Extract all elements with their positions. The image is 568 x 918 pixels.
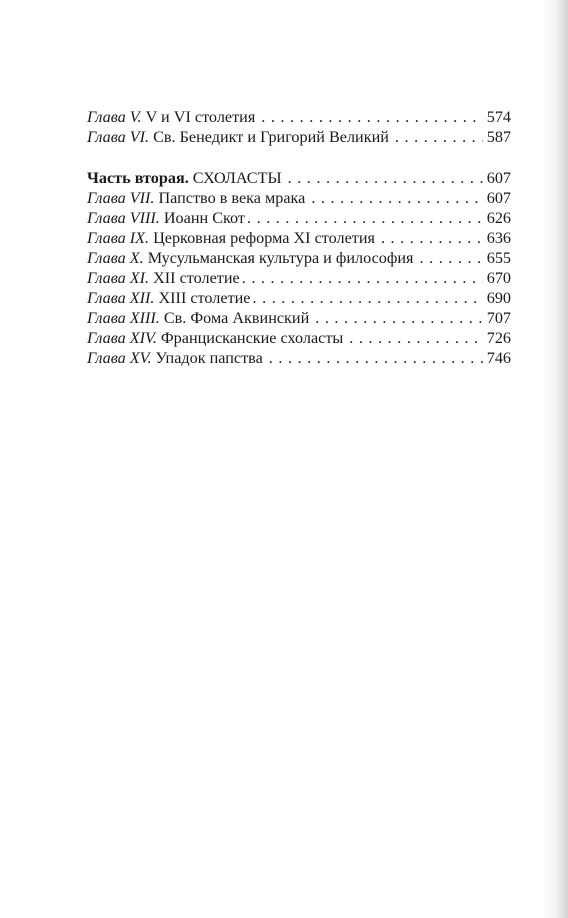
dot-leader: [395, 127, 483, 147]
chapter-title: XII столетие: [153, 269, 240, 287]
dot-leader: [311, 188, 482, 208]
chapter-number: Глава V.: [87, 108, 142, 126]
page-number: 607: [486, 169, 511, 187]
chapter-number: Глава VII.: [87, 189, 155, 207]
page-number: 670: [486, 269, 511, 287]
dot-leader: [349, 328, 482, 348]
page-number: 726: [486, 329, 511, 347]
chapter-title: Св. Фома Аквинский: [163, 309, 310, 327]
chapter-title: Церковная реформа XI столетия: [153, 229, 375, 247]
chapter-title: Мусульманская культура и философия: [147, 249, 414, 267]
toc-entry: [87, 248, 511, 268]
page-number: 746: [486, 349, 511, 367]
chapter-number: Глава XI.: [87, 269, 150, 287]
chapter-title: XIII столетие: [158, 289, 251, 307]
page-number: 690: [486, 289, 511, 307]
chapter-title: Папство в века мрака: [158, 189, 306, 207]
chapter-number: Глава IX.: [87, 229, 150, 247]
toc-entry: [87, 348, 511, 368]
toc-part-heading: [87, 168, 511, 188]
page-number: 655: [486, 249, 511, 267]
chapter-title: Св. Бенедикт и Григорий Великий: [153, 128, 389, 146]
dot-leader: [253, 288, 483, 308]
toc-entry: [87, 328, 511, 348]
toc-entry: [87, 188, 511, 208]
dot-leader: [261, 107, 482, 127]
chapter-number: Глава XII.: [87, 289, 155, 307]
page-number: 636: [486, 229, 511, 247]
chapter-title: Упадок папства: [155, 349, 263, 367]
dot-leader: [315, 308, 482, 328]
chapter-number: Глава XIV.: [87, 329, 157, 347]
dot-leader: [288, 168, 483, 188]
chapter-number: Глава XV.: [87, 349, 152, 367]
toc-entry: [87, 107, 511, 127]
page-number: 587: [486, 128, 511, 146]
chapter-number: Глава X.: [87, 249, 144, 267]
dot-leader: [420, 248, 483, 268]
toc-entry: [87, 268, 511, 288]
chapter-number: Глава VIII.: [87, 209, 160, 227]
table-of-contents: [87, 107, 511, 368]
chapter-number: Глава XIII.: [87, 309, 160, 327]
toc-entry: [87, 208, 511, 228]
chapter-title: Иоанн Скот: [163, 209, 245, 227]
page-edge-shadow: [542, 0, 568, 918]
dot-leader: [269, 348, 483, 368]
toc-entry: [87, 127, 511, 147]
part-number: Часть вторая.: [87, 169, 189, 187]
dot-leader: [381, 228, 483, 248]
dot-leader: [242, 268, 483, 288]
chapter-number: Глава VI.: [87, 128, 150, 146]
section-gap: [87, 147, 511, 168]
chapter-title: Францисканские схоласты: [160, 329, 344, 347]
toc-entry: [87, 228, 511, 248]
part-title: СХОЛАСТЫ: [192, 169, 282, 187]
dot-leader: [247, 208, 483, 228]
page-number: 607: [486, 189, 511, 207]
toc-entry: [87, 288, 511, 308]
page-number: 574: [486, 108, 511, 126]
chapter-title: V и VI столетия: [145, 108, 256, 126]
page-number: 626: [486, 209, 511, 227]
page-number: 707: [486, 309, 511, 327]
toc-entry: [87, 308, 511, 328]
